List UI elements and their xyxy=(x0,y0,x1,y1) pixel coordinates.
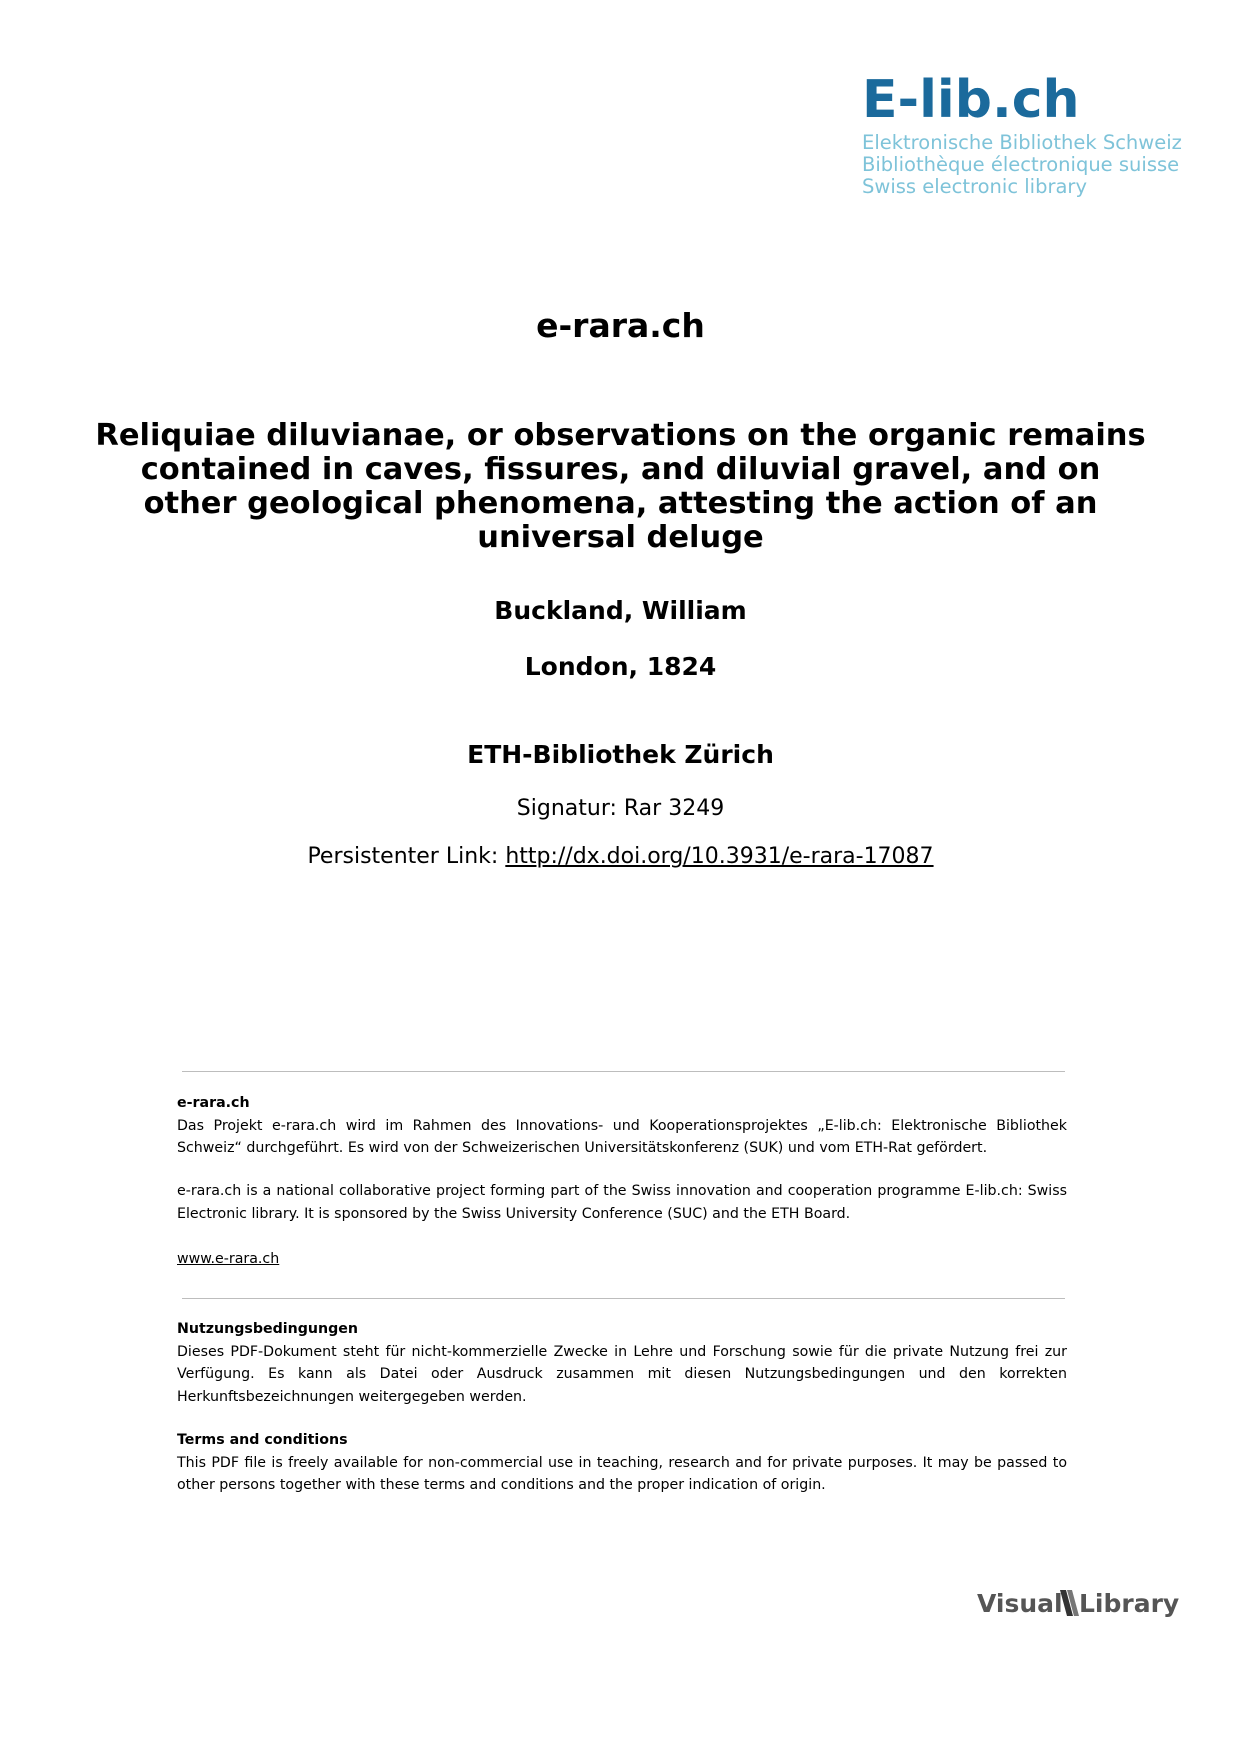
terms-heading-en: Terms and conditions xyxy=(177,1432,348,1448)
site-title: e-rara.ch xyxy=(536,306,705,345)
visual-library-word2: Library xyxy=(1079,1589,1180,1618)
divider-top xyxy=(182,1071,1065,1072)
library-name: ETH-Bibliothek Zürich xyxy=(467,740,774,769)
signatur: Signatur: Rar 3249 xyxy=(516,796,725,821)
persistent-link-label: Persistenter Link: xyxy=(307,844,506,869)
visual-library-word1: Visual xyxy=(977,1589,1063,1618)
elib-logo-subtitles xyxy=(862,132,1202,198)
book-title: Reliquiae diluvianae, or observations on the organic remains contained in caves, fissures, and diluvial gravel, and on other geological phenomena, attesting the action of an universal deluge xyxy=(95,418,1146,555)
persistent-link-row xyxy=(0,843,1241,871)
persistent-link[interactable]: http://dx.doi.org/10.3931/e-rara-17087 xyxy=(505,844,934,869)
terms-text-en: This PDF file is freely available for non-commercial use in teaching, research and for private purposes. It may be passed to other persons together with these terms and conditions and the proper indication of origin. xyxy=(177,1454,1067,1493)
elib-logo-line-de: Elektronische Bibliothek Schweiz xyxy=(862,131,1182,154)
divider-bottom xyxy=(182,1298,1065,1299)
visual-library-logo xyxy=(977,1582,1187,1622)
terms-de-section xyxy=(177,1318,1067,1408)
visual-library-mark-icon xyxy=(1060,1590,1079,1616)
project-section xyxy=(177,1092,1067,1160)
terms-en-section xyxy=(177,1429,1067,1497)
project-text-en: e-rara.ch is a national collaborative project forming part of the Swiss innovation and cooperation programme E-lib.ch: Swiss Electronic library. It is sponsored by the Swiss University Conference (SUC) and the ETH Board. xyxy=(177,1183,1067,1222)
project-text-de: Das Projekt e-rara.ch wird im Rahmen des Innovations- und Kooperationsprojektes „E-lib.ch: Elektronische Bibliothek Schweiz“ durchgeführt. Es wird von der Schweizerischen Universitätskonferenz (SUK) und vom ETH-Rat gefördert. xyxy=(177,1117,1067,1156)
book-place-year: London, 1824 xyxy=(524,652,717,681)
project-heading: e-rara.ch xyxy=(177,1095,250,1111)
elib-logo-line-fr: Bibliothèque électronique suisse xyxy=(862,153,1180,176)
elib-logo xyxy=(862,70,1202,198)
terms-heading-de: Nutzungsbedingungen xyxy=(177,1321,358,1337)
elib-logo-line-en: Swiss electronic library xyxy=(862,175,1087,198)
project-website-row xyxy=(177,1248,1067,1271)
terms-text-de: Dieses PDF-Dokument steht für nicht-kommerzielle Zwecke in Lehre und Forschung sowie für die private Nutzung frei zur Verfügung. Es kann als Datei oder Ausdruck zusammen mit diesen Nutzungsbedingungen und den korrekten Herkunftsbezeichnungen weitergegeben werden. xyxy=(177,1343,1067,1405)
book-author: Buckland, William xyxy=(494,596,747,625)
project-website-link[interactable]: www.e-rara.ch xyxy=(177,1251,280,1267)
elib-logo-title: E-lib.ch xyxy=(862,70,1080,130)
